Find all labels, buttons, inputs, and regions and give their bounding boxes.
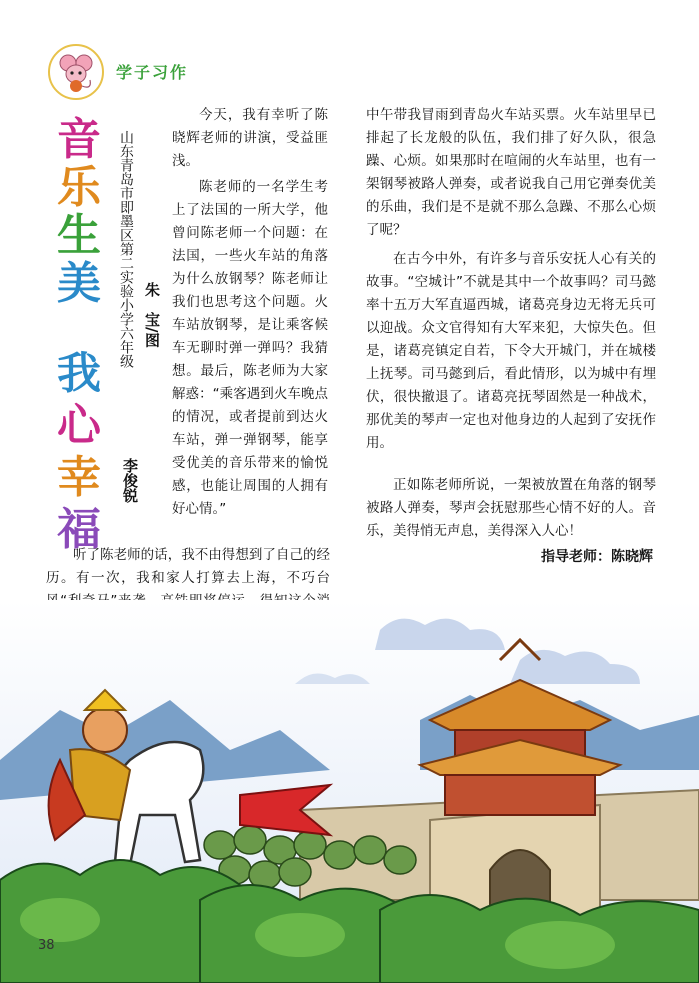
section-title: 学子习作: [116, 63, 189, 82]
title-char: 美: [57, 258, 101, 309]
title-char: 心: [57, 400, 101, 451]
paragraph: 今天，我有幸听了陈晓辉老师的讲演，受益匪浅。: [172, 107, 328, 169]
paragraph: 在古今中外，有许多与音乐安抚人心有关的故事。“空城计”不就是其中一个故事吗？司马懿率十五万大军直逼西城，诸葛亮身边无将无兵可以迎战。众文官得知有大军来犯，大惊失色。但是，诸葛亮镇定自若，下令大开城门，并在城楼上抚琴。司马懿到后，看此情形，以为城中有埋伏，很快撤退了。诸葛亮抚琴固然是一种战术，那优美的琴声一定也对他身边的人起到了安抚作用。: [366, 251, 656, 451]
paragraph: 陈老师的一名学生考上了法国的一所大学，他曾问陈老师一个问题：在法国，一些火车站的角落为什么放钢琴？陈老师让我们也思考这个问题。火车站放钢琴，是让乘客候车无聊时弹一弹吗？我猜想。最后，陈老师为大家解惑：“乘客遇到火车晚点的情况，或者提前到达火车站，弹一弹钢琴，能享受优美的音乐带来的愉悦感，也能让周围的人拥有好心情。”: [172, 179, 328, 517]
page-number: 38: [38, 938, 55, 953]
author-school: 山东青岛市即墨区第二实验小学六年级: [118, 130, 134, 368]
title-char: 乐: [57, 162, 101, 213]
title-char: 音: [57, 114, 101, 165]
title-char: 福: [57, 504, 101, 555]
paragraph: 正如陈老师所说，一架被放置在角落的钢琴被路人弹奏，琴声会抚慰那些心情不好的人。音乐，美得悄无声息，美得深入人心！: [366, 477, 656, 539]
mouse-logo-icon: [48, 44, 104, 100]
title-char: 生: [57, 210, 101, 261]
title-char: 我: [57, 348, 101, 399]
illustrator-credit: 朱 宝/图: [143, 282, 161, 348]
author-name: 李俊锐: [121, 458, 139, 503]
title-char: 幸: [57, 452, 101, 503]
paragraph: 听了陈老师的话，我不由得想到了自己的经历。有一次，我和家人打算去上海，不巧台: [46, 547, 330, 586]
article-title-line1: [56, 114, 102, 309]
paragraph: 中午带我冒雨到青岛火车站买票。火车站里早已排起了长龙般的队伍，我们排了好久队，很急躁、心烦。如果那时在喧闹的火车站里，也有一架钢琴被路人弹奏，或者说我自己用它弹奏优美的乐曲，我们是不是就不那么急躁、不那么心烦了呢？: [366, 107, 656, 238]
article-title-line2: [56, 348, 102, 555]
battle-illustration: [0, 600, 699, 983]
teacher-credit: 指导老师：陈晓辉: [541, 549, 653, 565]
